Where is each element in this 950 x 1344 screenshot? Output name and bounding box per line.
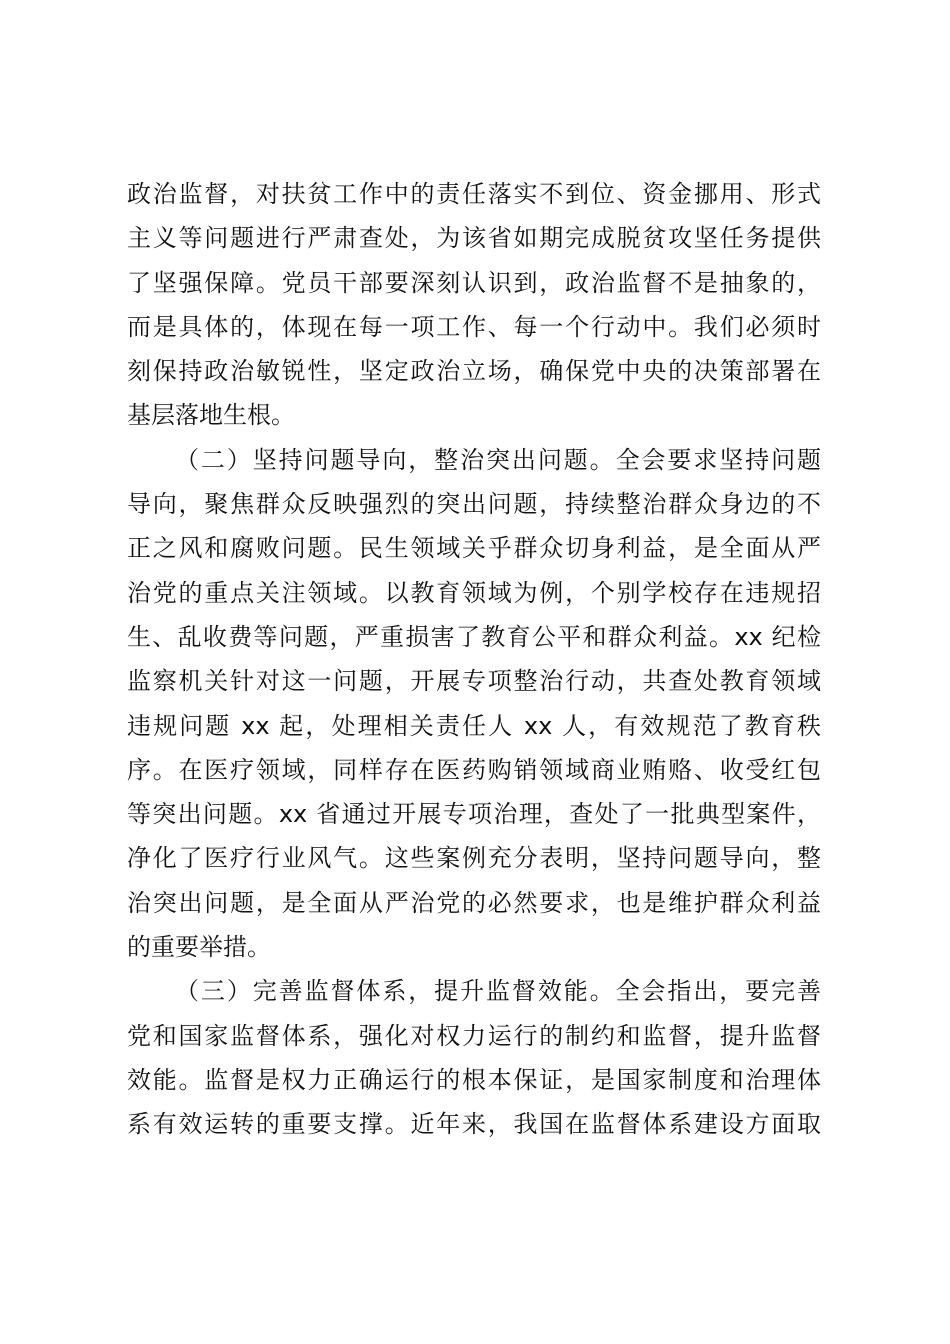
text-line: 生、乱收费等问题，严重损害了教育公平和群众利益。xx 纪检	[127, 622, 821, 651]
text-line: 党和国家监督体系，强化对权力运行的制约和监督，提升监督	[127, 1021, 821, 1050]
text-line: 导向，聚焦群众反映强烈的突出问题，持续整治群众身边的不	[127, 490, 821, 519]
text-line: 正之风和腐败问题。民生领域关乎群众切身利益，是全面从严	[127, 534, 821, 563]
text-line: 刻保持政治敏锐性，坚定政治立场，确保党中央的决策部署在	[127, 357, 821, 386]
text-line: 违规问题 xx 起，处理相关责任人 xx 人，有效规范了教育秩	[127, 711, 821, 740]
text-line: 效能。监督是权力正确运行的根本保证，是国家制度和治理体	[127, 1065, 821, 1094]
text-line: 治突出问题，是全面从严治党的必然要求，也是维护群众利益	[127, 888, 821, 917]
text-line: 主义等问题进行严肃查处，为该省如期完成脱贫攻坚任务提供	[127, 224, 821, 253]
text-line: 基层落地生根。	[127, 401, 295, 430]
text-line: 等突出问题。xx 省通过开展专项治理，查处了一批典型案件，	[127, 800, 821, 829]
paragraph-problem-orientation	[127, 438, 821, 970]
text-line: 净化了医疗行业风气。这些案例充分表明，坚持问题导向，整	[127, 844, 821, 873]
document-body	[127, 172, 821, 1147]
text-line: 系有效运转的重要支撑。近年来，我国在监督体系建设方面取	[127, 1110, 821, 1139]
text-line: （二）坚持问题导向，整治突出问题。全会要求坚持问题	[175, 445, 821, 474]
text-line: 了坚强保障。党员干部要深刻认识到，政治监督不是抽象的，	[127, 268, 821, 297]
text-line: （三）完善监督体系，提升监督效能。全会指出，要完善	[175, 977, 821, 1006]
text-line: 而是具体的，体现在每一项工作、每一个行动中。我们必须时	[127, 312, 821, 341]
paragraph-political-supervision	[127, 172, 821, 438]
text-line: 治党的重点关注领域。以教育领域为例，个别学校存在违规招	[127, 578, 821, 607]
text-line: 监察机关针对这一问题，开展专项整治行动，共查处教育领域	[127, 667, 821, 696]
text-line: 序。在医疗领域，同样存在医药购销领域商业贿赂、收受红包	[127, 755, 821, 784]
text-line: 的重要举措。	[127, 933, 271, 962]
text-line: 政治监督，对扶贫工作中的责任落实不到位、资金挪用、形式	[127, 180, 821, 208]
paragraph-supervision-system	[127, 969, 821, 1146]
